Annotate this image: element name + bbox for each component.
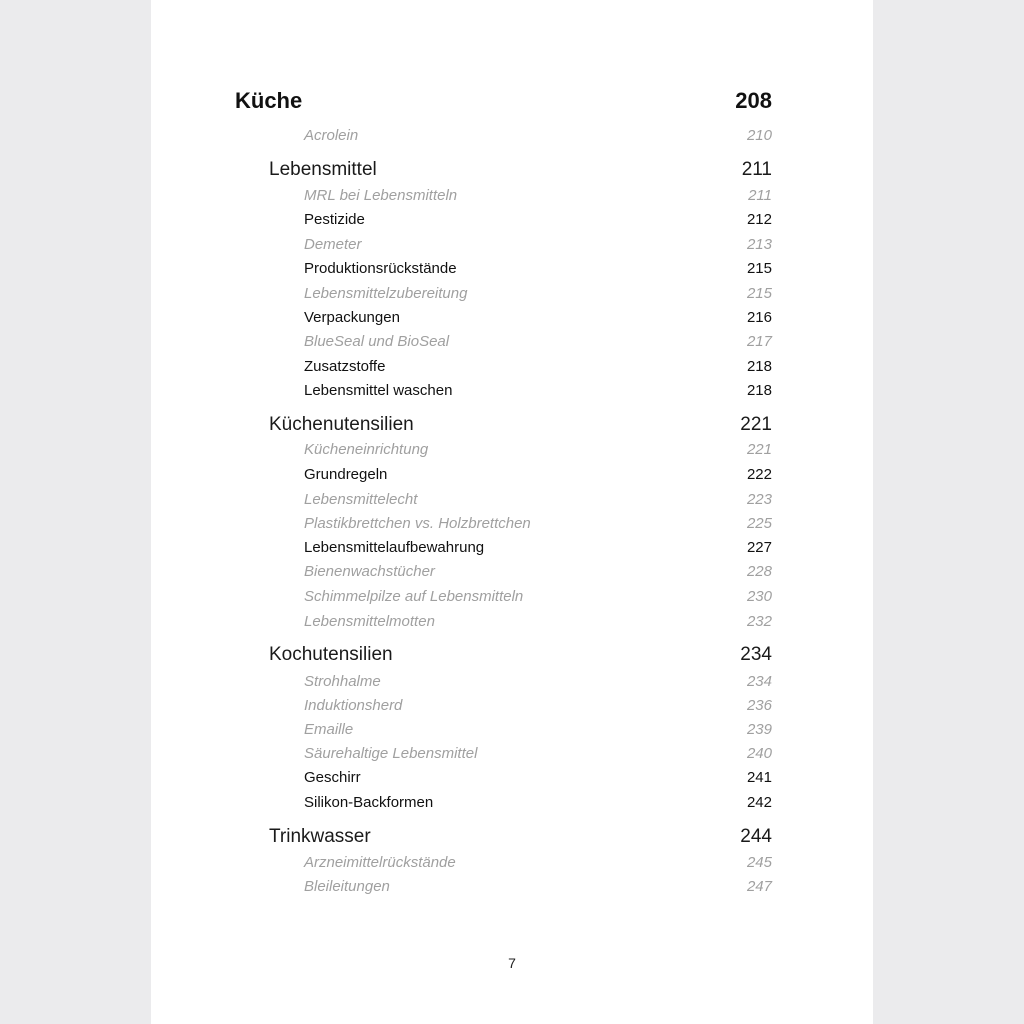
toc-entry xyxy=(151,257,873,281)
toc-entry-title: Lebensmittelmotten xyxy=(304,613,435,630)
toc-entry-title: Kücheneinrichtung xyxy=(304,441,429,458)
toc-entry xyxy=(151,512,873,536)
toc-entry-page: 215 xyxy=(746,285,772,302)
toc-entry xyxy=(151,330,873,354)
toc-entry-page: 228 xyxy=(746,563,772,580)
toc-entry-title: Induktionsherd xyxy=(304,697,403,714)
toc-entry-title: MRL bei Lebensmitteln xyxy=(304,187,458,204)
toc-entry-page: 227 xyxy=(746,539,772,556)
toc-section-page: 244 xyxy=(740,826,772,847)
toc-entry xyxy=(151,488,873,512)
toc-entry xyxy=(151,355,873,379)
toc-entry xyxy=(151,585,873,609)
toc-entry-page: 239 xyxy=(746,721,772,738)
toc-chapter-heading xyxy=(151,89,873,113)
toc-entry-title: Acrolein xyxy=(304,127,359,144)
toc-entry-page: 223 xyxy=(746,491,772,508)
toc-entry-title: Lebensmittelaufbewahrung xyxy=(304,539,485,556)
toc-entry-title: Lebensmittelzubereitung xyxy=(304,285,468,302)
toc-entry xyxy=(151,560,873,584)
toc-entry-title: Bienenwachstücher xyxy=(304,563,435,580)
toc-entry-title: Schimmelpilze auf Lebensmitteln xyxy=(304,588,524,605)
toc-entry-page: 242 xyxy=(746,794,772,811)
toc-entry-page: 236 xyxy=(746,697,772,714)
toc-entry-page: 247 xyxy=(746,878,772,895)
toc-entry-page: 216 xyxy=(746,309,772,326)
toc-section xyxy=(151,413,873,437)
toc-section-page: 221 xyxy=(740,414,772,435)
toc-entry-title: BlueSeal und BioSeal xyxy=(304,333,450,350)
toc-entry-page: 240 xyxy=(746,745,772,762)
toc-section-title: Kochutensilien xyxy=(269,644,393,665)
toc-section-title: Trinkwasser xyxy=(269,826,371,847)
toc-entry xyxy=(151,282,873,306)
toc-entry xyxy=(151,184,873,208)
toc-entry-page: 210 xyxy=(746,127,772,144)
toc-entry xyxy=(151,379,873,403)
toc-entry-title: Lebensmittelecht xyxy=(304,491,418,508)
toc-entry-title: Arzneimittelrückstände xyxy=(304,854,456,871)
toc-section-page: 234 xyxy=(740,644,772,665)
toc-section xyxy=(151,158,873,182)
toc-entry-page: 222 xyxy=(746,466,772,483)
toc-entry xyxy=(151,694,873,718)
toc-entry-page: 212 xyxy=(746,211,772,228)
toc-entry xyxy=(151,742,873,766)
toc-entry-title: Strohhalme xyxy=(304,673,381,690)
toc-entry-title: Emaille xyxy=(304,721,354,738)
toc-entry-page: 213 xyxy=(746,236,772,253)
document-page xyxy=(151,0,873,1024)
toc-entry-title: Lebensmittel waschen xyxy=(304,382,453,399)
toc-entry xyxy=(151,208,873,232)
toc-section-title: Küchenutensilien xyxy=(269,414,414,435)
toc-entry-title: Verpackungen xyxy=(304,309,400,326)
toc-entry-page: 241 xyxy=(746,769,772,786)
toc-entry-title: Plastikbrettchen vs. Holzbrettchen xyxy=(304,515,531,532)
toc-entry-title: Zusatzstoffe xyxy=(304,358,386,375)
toc-entry-title: Demeter xyxy=(304,236,362,253)
toc-entry-title: Silikon-Backformen xyxy=(304,794,434,811)
toc-entry-title: Produktionsrückstände xyxy=(304,260,457,277)
toc-chapter-title: Küche xyxy=(235,88,303,113)
toc-entry-page: 230 xyxy=(746,588,772,605)
toc-entry xyxy=(151,438,873,462)
page-number: 7 xyxy=(508,955,516,971)
toc-entry-page: 225 xyxy=(746,515,772,532)
toc-entry xyxy=(151,791,873,815)
toc-entry-page: 234 xyxy=(746,673,772,690)
toc-entry-title: Pestizide xyxy=(304,211,365,228)
toc-entry xyxy=(151,875,873,899)
toc-entry-page: 218 xyxy=(746,382,772,399)
toc-entry xyxy=(151,718,873,742)
toc-section xyxy=(151,643,873,667)
toc-entry xyxy=(151,851,873,875)
toc-section-page: 211 xyxy=(741,159,772,180)
toc-entry-page: 215 xyxy=(746,260,772,277)
toc-entry xyxy=(151,124,873,148)
toc-entry-page: 245 xyxy=(746,854,772,871)
toc-entry-title: Bleileitungen xyxy=(304,878,390,895)
toc-entry xyxy=(151,536,873,560)
toc-entry-page: 218 xyxy=(746,358,772,375)
toc-entry xyxy=(151,610,873,634)
toc-entry-title: Grundregeln xyxy=(304,466,388,483)
toc-entry xyxy=(151,463,873,487)
toc-entry xyxy=(151,233,873,257)
toc-entry-page: 232 xyxy=(746,613,772,630)
toc-entry-page: 217 xyxy=(746,333,772,350)
toc-entry-page: 221 xyxy=(746,441,772,458)
toc-section-title: Lebensmittel xyxy=(269,159,377,180)
toc-entry xyxy=(151,306,873,330)
toc-entry-page: 211 xyxy=(748,187,772,204)
toc-entry xyxy=(151,670,873,694)
toc-entry xyxy=(151,766,873,790)
toc-entry-title: Säurehaltige Lebensmittel xyxy=(304,745,478,762)
toc-chapter-page: 208 xyxy=(735,88,772,113)
toc-section xyxy=(151,825,873,849)
toc-entry-title: Geschirr xyxy=(304,769,361,786)
